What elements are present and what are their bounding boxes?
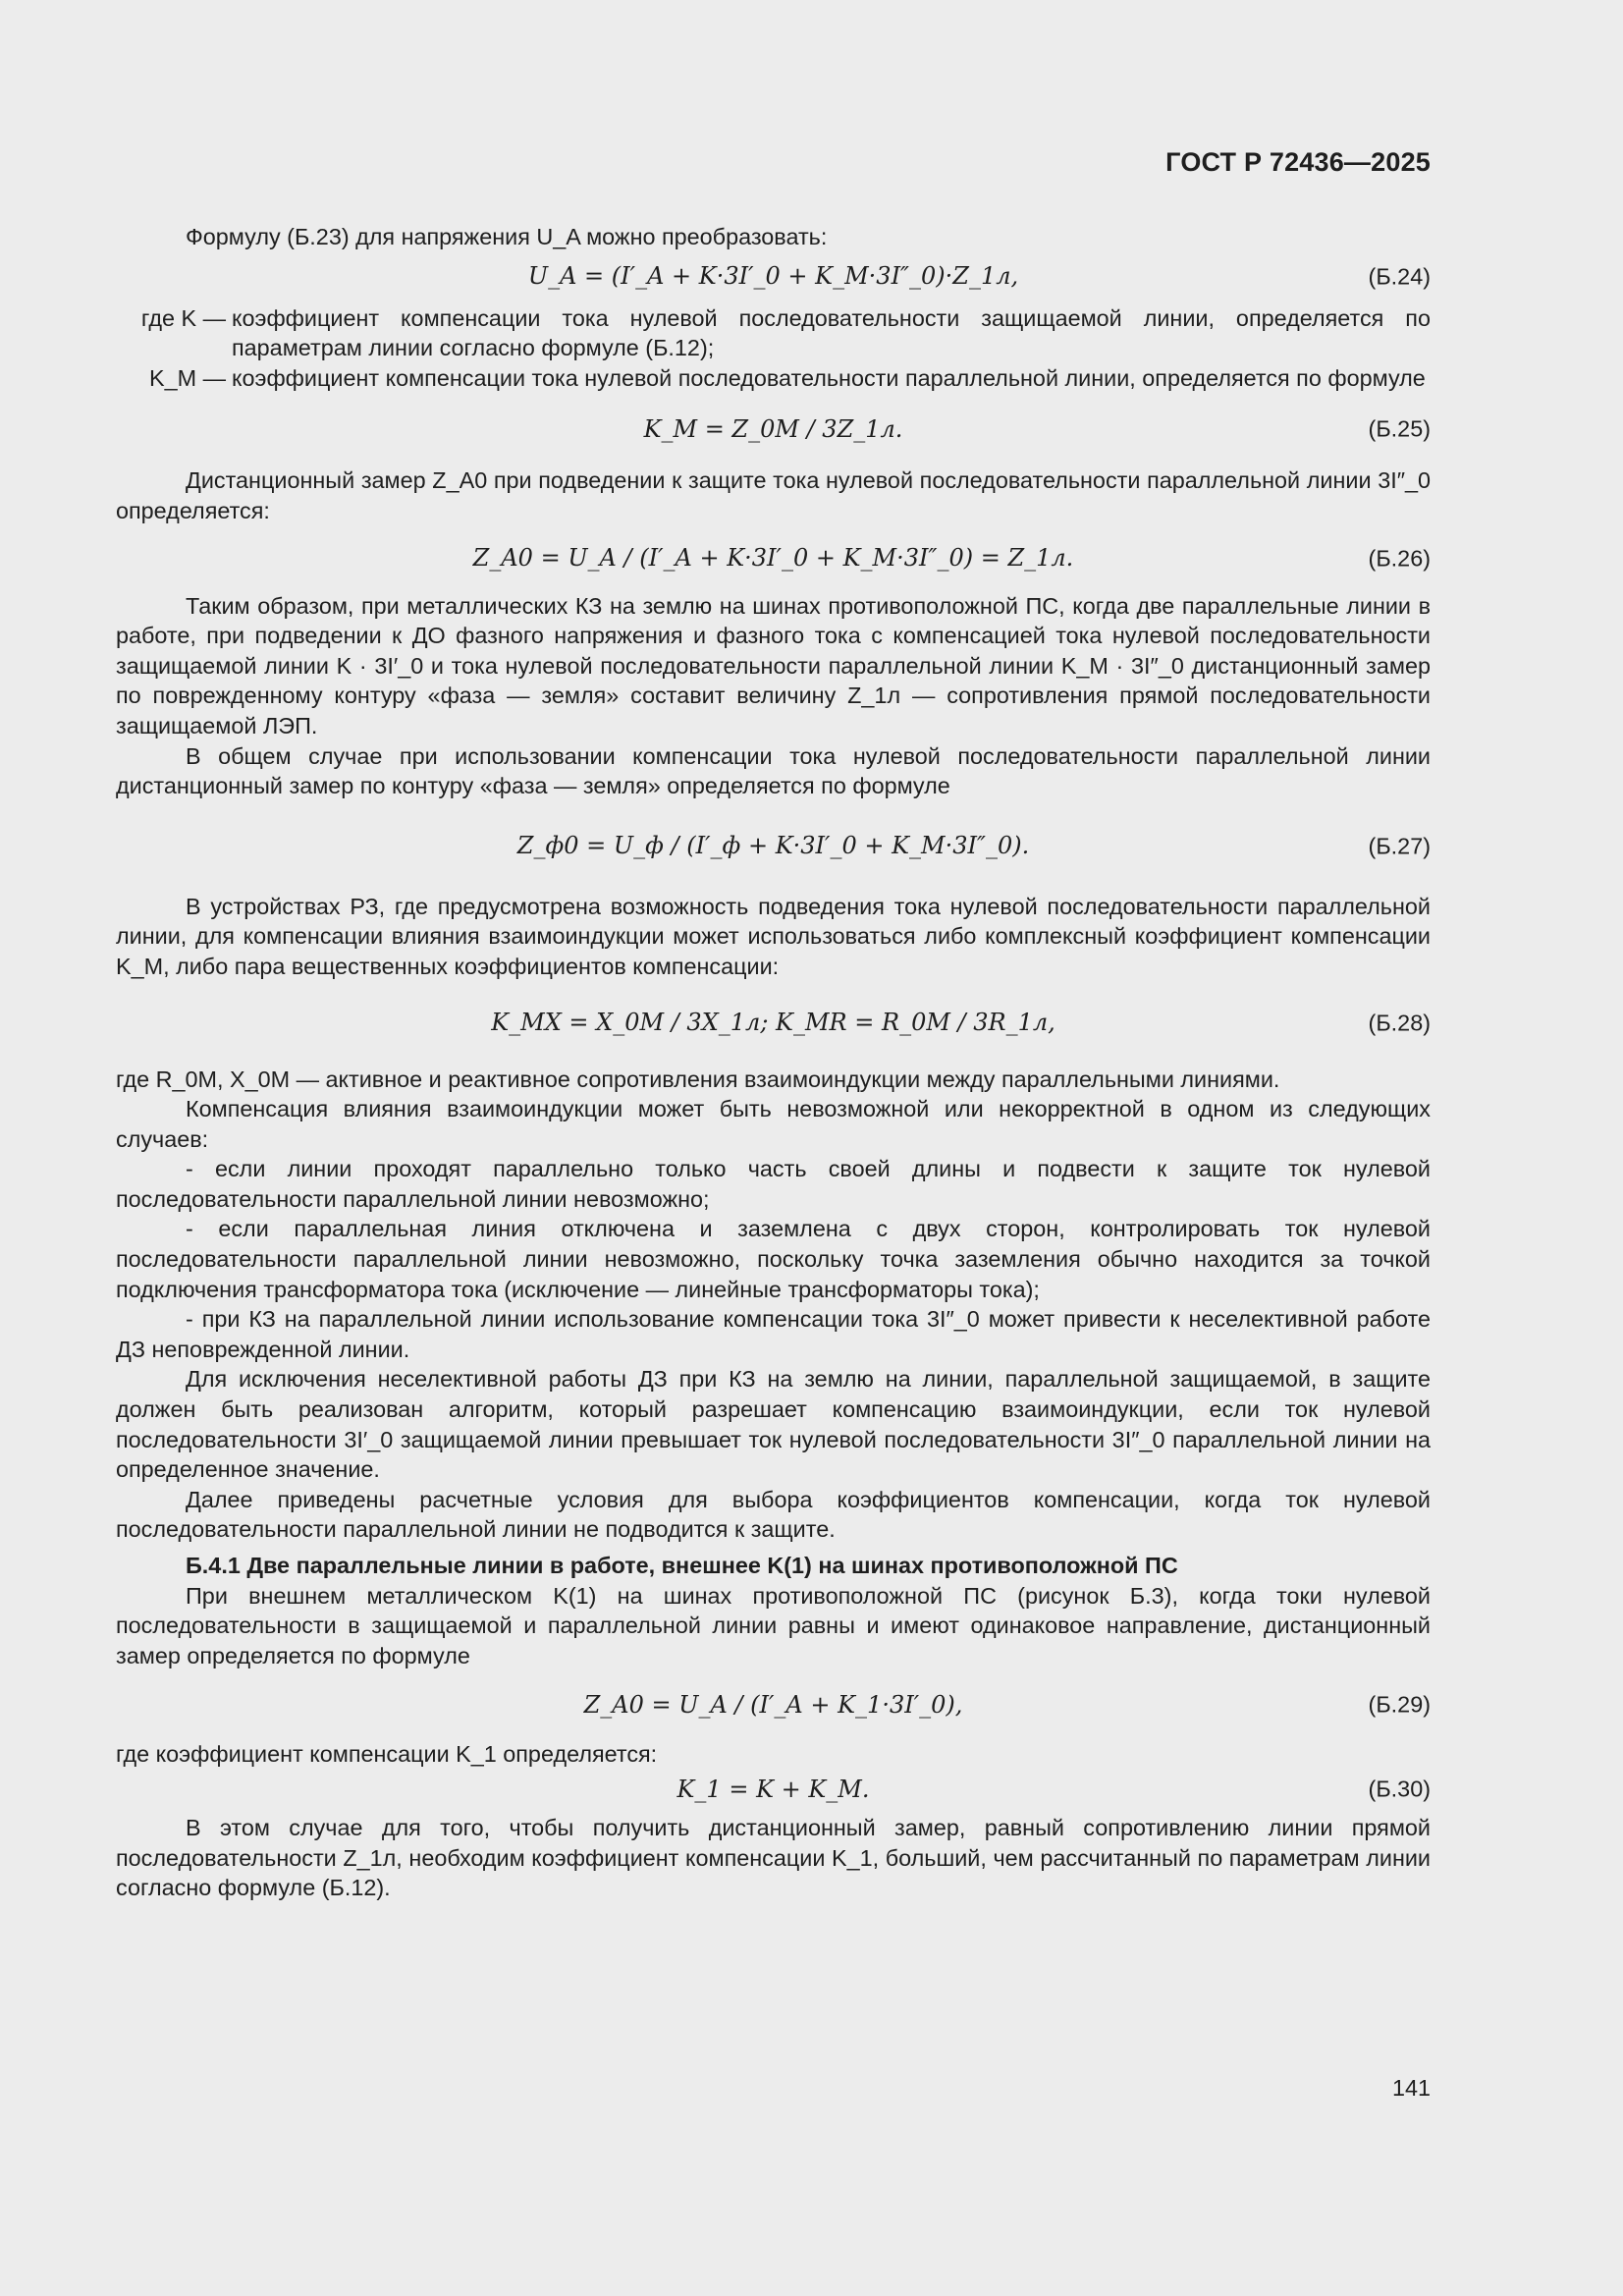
equation-formula: K_MX = X_0M / 3X_1л; K_MR = R_0M / 3R_1л, <box>491 1009 1055 1037</box>
list-item: - если параллельная линия отключена и заземлена с двух сторон, контролировать ток нулевой последовательности параллельной линии невозможно, поскольку точка заземления обычно находится за точкой подключения трансформатора тока (исключение — линейные трансформаторы тока); <box>116 1216 1431 1302</box>
equation-b24 <box>116 254 1431 300</box>
paragraph: где R_0M, X_0M — активное и реактивное сопротивления взаимоиндукции между параллельными линиями. <box>116 1066 1280 1092</box>
equation-number: (Б.25) <box>1368 416 1431 443</box>
where-term-k: где K — <box>140 304 226 331</box>
paragraph: Далее приведены расчетные условия для выбора коэффициентов компенсации, когда ток нулевой последовательности параллельной линии не подводится к защите. <box>116 1486 1431 1543</box>
equation-formula: Z_ф0 = U_ф / (I′_ф + K·3I′_0 + K_M·3I″_0). <box>516 832 1030 860</box>
page-body <box>116 222 1431 1903</box>
paragraph: где коэффициент компенсации K_1 определяется: <box>116 1741 658 1768</box>
equation-number: (Б.29) <box>1368 1692 1431 1719</box>
equation-number: (Б.27) <box>1368 833 1431 859</box>
paragraph: Формулу (Б.23) для напряжения U_A можно преобразовать: <box>186 224 828 249</box>
equation-formula: Z_A0 = U_A / (I′_A + K·3I′_0 + K_M·3I″_0) = Z_1л. <box>472 544 1074 573</box>
list-item: - при КЗ на параллельной линии использование компенсации тока 3I″_0 может привести к неселективной работе ДЗ неповрежденной линии. <box>116 1306 1431 1362</box>
paragraph: Компенсация влияния взаимоиндукции может быть невозможной или некорректной в одном из следующих случаев: <box>116 1096 1431 1152</box>
equation-formula: Z_A0 = U_A / (I′_A + K_1·3I′_0), <box>583 1691 963 1720</box>
equation-formula: K_1 = K + K_M. <box>676 1775 870 1803</box>
paragraph: Таким образом, при металлических КЗ на землю на шинах противоположной ПС, когда две параллельные линии в работе, при подведении к ДО фазного напряжения и фазного тока с компенсацией тока нулевой последовательности защищаемой линии K · 3I′_0 и тока нулевой последовательности параллельной линии K_M · 3I″_0 дистанционный замер по поврежденному контуру «фаза — земля» составит величину Z_1л — сопротивления прямой последовательности защищаемой ЛЭП. <box>116 592 1431 738</box>
equation-b27 <box>116 803 1431 890</box>
equation-b29 <box>116 1672 1431 1737</box>
where-def-k: коэффициент компенсации тока нулевой последовательности защищаемой линии, определяется по параметрам линии согласно формуле (Б.12); <box>232 304 1431 361</box>
where-def-km: коэффициент компенсации тока нулевой последовательности параллельной линии, определяется по формуле <box>232 364 1426 391</box>
document-id: ГОСТ Р 72436—2025 <box>1165 147 1431 177</box>
equation-number: (Б.26) <box>1368 545 1431 572</box>
equation-number: (Б.28) <box>1368 1010 1431 1036</box>
paragraph: При внешнем металлическом K(1) на шинах противоположной ПС (рисунок Б.3), когда токи нулевой последовательности в защищаемой и параллельной линии равны и имеют одинаковое направление, дистанционный замер определяется по формуле <box>116 1582 1431 1668</box>
where-term-km: K_M — <box>149 364 226 391</box>
equation-number: (Б.24) <box>1368 263 1431 290</box>
paragraph: В этом случае для того, чтобы получить дистанционный замер, равный сопротивлению линии прямой последовательности Z_1л, необходим коэффициент компенсации K_1, больший, чем рассчитанный по параметрам линии согласно формуле (Б.12). <box>116 1814 1431 1901</box>
equation-b30 <box>116 1772 1431 1807</box>
paragraph: Для исключения неселективной работы ДЗ при КЗ на землю на линии, параллельной защищаемой, в защите должен быть реализован алгоритм, который разрешает компенсацию взаимоиндукции, если ток нулевой последовательности 3I′_0 защищаемой линии превышает ток нулевой последовательности 3I″_0 параллельной линии на определенное значение. <box>116 1366 1431 1483</box>
section-heading: Б.4.1 Две параллельные линии в работе, внешнее K(1) на шинах противоположной ПС <box>186 1553 1178 1578</box>
equation-formula: K_M = Z_0M / 3Z_1л. <box>643 415 903 444</box>
equation-b26 <box>116 528 1431 589</box>
where-list <box>116 303 1431 394</box>
paragraph: В общем случае при использовании компенсации тока нулевой последовательности параллельной линии дистанционный замер по контуру «фаза — земля» определяется по формуле <box>116 742 1431 799</box>
equation-formula: U_A = (I′_A + K·3I′_0 + K_M·3I″_0)·Z_1л, <box>527 262 1019 291</box>
list-item: - если линии проходят параллельно только часть своей длины и подвести к защите ток нулевой последовательности параллельной линии невозможно; <box>116 1156 1431 1212</box>
page-number: 141 <box>1391 2075 1431 2101</box>
equation-number: (Б.30) <box>1368 1776 1431 1802</box>
equation-b25 <box>116 395 1431 464</box>
paragraph: Дистанционный замер Z_A0 при подведении к защите тока нулевой последовательности параллельной линии 3I″_0 определяется: <box>116 467 1431 523</box>
equation-b28 <box>116 984 1431 1063</box>
paragraph: В устройствах РЗ, где предусмотрена возможность подведения тока нулевой последовательности параллельной линии, для компенсации влияния взаимоиндукции может использоваться либо комплексный коэффициент компенсации K_M, либо пара вещественных коэффициентов компенсации: <box>116 893 1431 979</box>
